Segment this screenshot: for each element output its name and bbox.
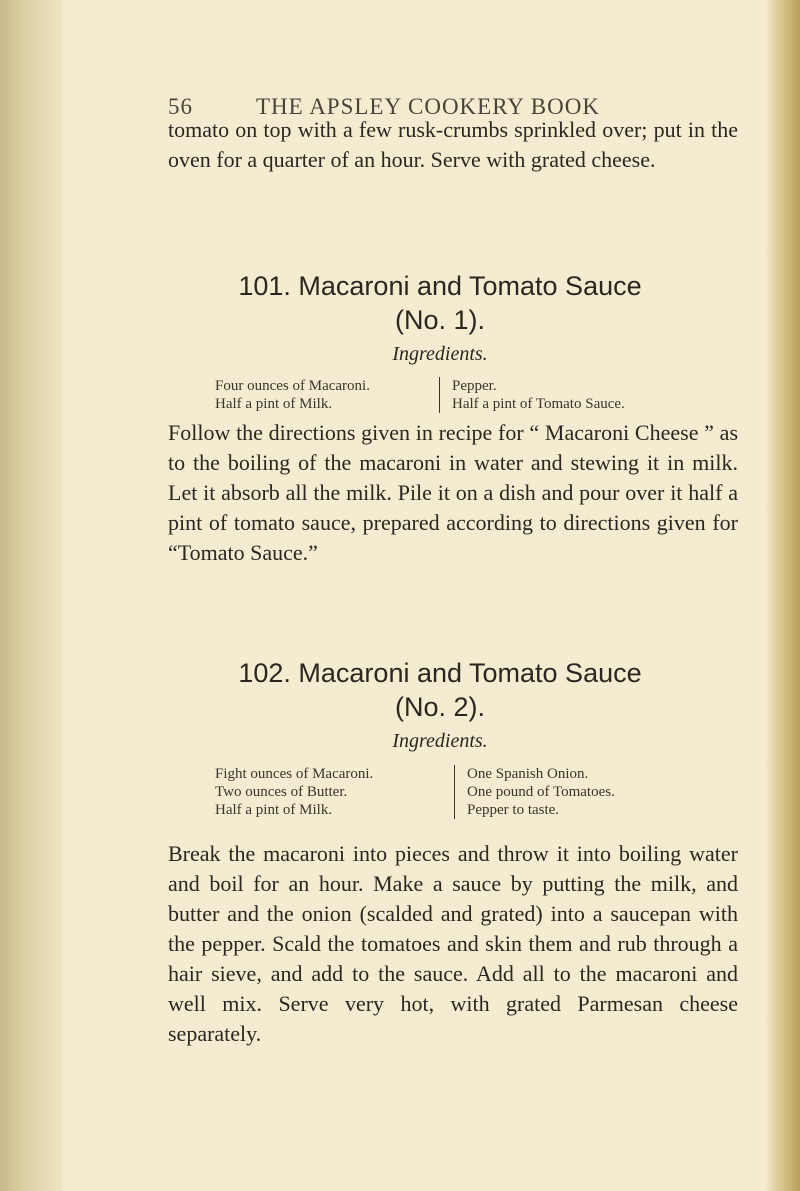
ingredient-item: Pepper to taste. (467, 802, 560, 818)
book-title: THE APSLEY COOKERY BOOK (256, 94, 600, 119)
recipe-title: 102. Macaroni and Tomato Sauce (238, 658, 642, 688)
intro-paragraph: tomato on top with a few rusk-crumbs sprinkled over; put in the oven for a quarter of an hour. Serve with grated cheese. (168, 117, 738, 172)
ingredients-column-right (439, 377, 625, 413)
ingredient-item: Half a pint of Tomato Sauce. (452, 396, 625, 412)
ingredients-heading: Ingredients. (392, 343, 488, 365)
recipe-title-number: (No. 2). (394, 692, 486, 722)
ingredient-item: One pound of Tomatoes. (467, 784, 615, 800)
ingredients-column-left (215, 765, 454, 819)
ingredients-column-left (215, 377, 439, 413)
ingredients-column-right (454, 765, 615, 819)
ingredient-item: Two ounces of Butter. (215, 784, 348, 800)
ingredient-item: One Spanish Onion. (467, 766, 589, 782)
ingredients-list (215, 377, 625, 413)
ingredients-heading: Ingredients. (392, 730, 488, 752)
ingredient-item: Half a pint of Milk. (215, 802, 333, 818)
ingredient-item: Pepper. (452, 378, 497, 394)
page-number: 56 (168, 94, 193, 119)
ingredient-item: Fight ounces of Macaroni. (215, 766, 374, 782)
ingredient-item: Half a pint of Milk. (215, 396, 333, 412)
method-paragraph: Break the macaroni into pieces and throw it into boiling water and boil for an hour. Make a sauce by putting the milk, and butter and the onion (scalded and grated) into a saucepan with the pepper. Scald the tomatoes and skin them and rub through a hair sieve, and add to the sauce. Add all to the macaroni and well mix. Serve very hot, with grated Parmesan cheese separately. (168, 841, 738, 1046)
method-paragraph: Follow the directions given in recipe for “ Macaroni Cheese ” as to the boiling of the macaroni in water and stewing it in milk. Let it absorb all the milk. Pile it on a dish and pour over it half a pint of tomato sauce, prepared according to directions given for “Tomato Sauce.” (168, 420, 738, 565)
recipe-title-number: (No. 1). (394, 305, 486, 335)
ingredient-item: Four ounces of Macaroni. (215, 378, 370, 394)
ingredients-list (215, 765, 615, 819)
recipe-title: 101. Macaroni and Tomato Sauce (238, 271, 642, 301)
